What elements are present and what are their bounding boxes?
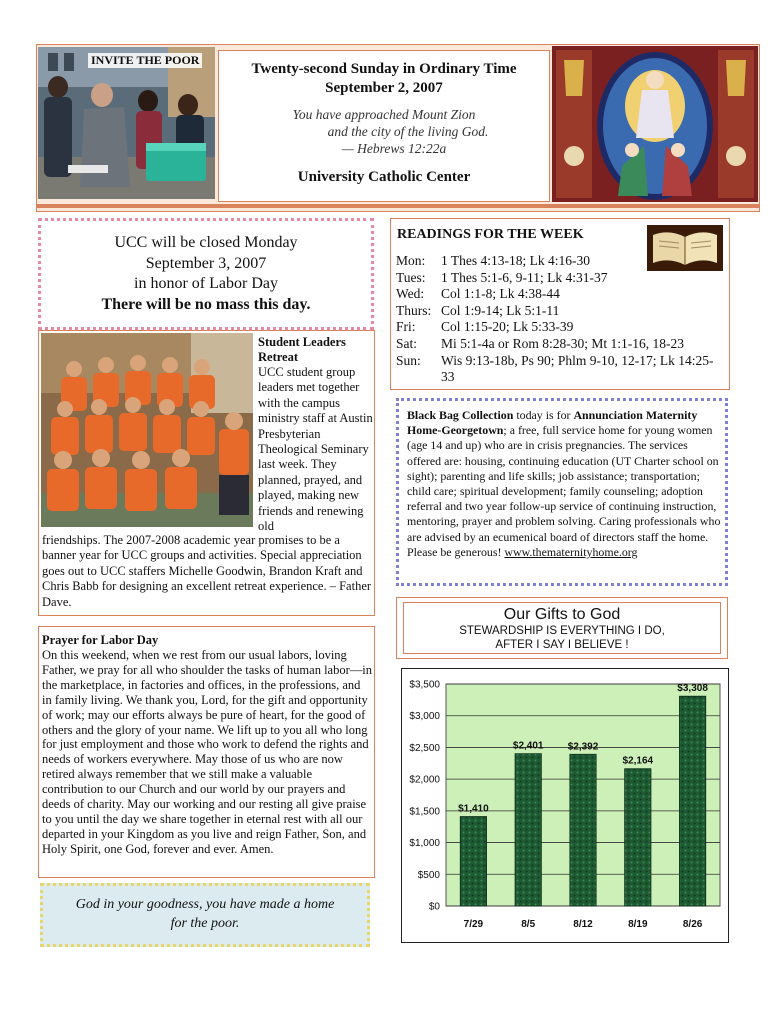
prayer-text: On this weekend, when we rest from our usual labors, loving Father, we pray for all who shoulder the tasks of human labor—in the marketplace, in factories and offices, in the professions, and in family living. We thank you, Lord, for the gift and opportunity of work; may our efforts always be pure of heart, for the good of others and the glory of your name. We lift up to you all who long for just employment and those who work to defend the rights and needs of workers everywhere. May those of us who are now retired always remember that we still make a valuable contribution to our Church and our world by our prayers and deeds of charity. May our working and our resting all give praise to you until the day we share together in eternal rest with all our departed in your Kingdom as you live and reign Father, Son, and Holy Spirit, one God, forever and ever. Amen.	[42, 648, 372, 856]
stewardship-subtitle-2: AFTER I SAY I BELIEVE !	[495, 639, 629, 651]
gifts-bar-chart	[402, 669, 727, 941]
reading-day: Tues:	[396, 269, 426, 285]
reading-day: Mon:	[396, 253, 426, 268]
black-bag-body: ; a free, full service home for young women (age 14 and up) who are in crisis pregnancies. The services offered are: housing, continuing education (UT Charter school on sight); parenting and life skills; job assistance; transportation; child care; spiritual development; family counseling; adoption referral and two year follow-up service of continuing instruction, mentoring, prayer and problem solving. Caring professionals who are advised by an ecumenical board of directors staff the home. Please be generous!	[407, 423, 721, 559]
beneficiary-name: Annunciation Maternity Home-Georgetown	[407, 408, 698, 438]
reading-text: Col 1:15-20; Lk 5:33-39	[441, 319, 574, 335]
reading-text: Col 1:9-14; Lk 5:1-11	[441, 302, 560, 318]
reading-row	[396, 336, 726, 353]
reading-text: 1 Thes 5:1-6, 9-11; Lk 4:31-37	[441, 269, 608, 285]
chart-y-tick-label: $1,000	[409, 838, 440, 850]
goodness-quote	[40, 883, 370, 947]
chart-value-label: $2,164	[622, 755, 654, 767]
goodness-line-2: for the poor.	[170, 916, 240, 931]
chart-value-label: $3,308	[677, 683, 708, 695]
header-title-box	[218, 50, 550, 202]
black-bag-lead-text: today is for	[513, 408, 574, 422]
black-bag-lead: Black Bag Collection	[407, 408, 514, 422]
liturgical-title: Twenty-second Sunday in Ordinary Time	[251, 61, 517, 77]
chart-y-tick-label: $500	[417, 869, 440, 881]
prayer-title: Prayer for Labor Day	[42, 633, 159, 647]
invite-the-poor-photo	[38, 47, 215, 199]
closed-notice-line-1: UCC will be closed Monday	[114, 234, 298, 251]
retreat-title: Student Leaders Retreat	[258, 335, 346, 364]
reading-row	[396, 253, 726, 270]
closed-notice-line-4: There will be no mass this day.	[101, 295, 311, 313]
stewardship-subtitle-1: STEWARDSHIP IS EVERYTHING I DO,	[459, 625, 665, 637]
group-photo-illustration	[41, 333, 253, 527]
maternity-home-link[interactable]: www.thematernityhome.org	[504, 544, 638, 559]
chart-x-tick-label: 8/26	[682, 919, 703, 930]
chart-y-tick-label: $3,000	[409, 711, 440, 723]
closed-notice-line-2: September 3, 2007	[145, 254, 267, 272]
chart-x-tick-label: 8/5	[521, 919, 536, 930]
closed-notice-line-3: in honor of Labor Day	[134, 275, 278, 292]
stained-glass-illustration	[552, 46, 758, 202]
chart-bar	[515, 754, 541, 906]
retreat-text-bottom: friendships. The 2007-2008 academic year promises to be a banner year for UCC groups and activities. Special appreciation goes out to UCC staffers Michelle Goodwin, Brandon Kraft and Chris Babb for designing an excellent retreat experience. – Father Dave.	[42, 533, 372, 609]
quote-line-2: and the city of the living God.	[327, 124, 489, 139]
reading-day: Sat:	[396, 335, 418, 351]
chart-x-tick-label: 8/12	[573, 919, 593, 930]
chart-bar	[679, 696, 705, 906]
chart-x-tick-label: 8/19	[628, 919, 648, 930]
reading-day: Fri:	[396, 319, 416, 335]
readings-list	[396, 253, 726, 386]
reading-day: Wed:	[396, 286, 425, 302]
goodness-line-1: God in your goodness, you have made a home	[75, 897, 335, 912]
stewardship-inner	[403, 602, 721, 654]
chart-value-label: $2,392	[567, 741, 599, 753]
stewardship-title: Our Gifts to God	[503, 606, 621, 623]
stained-glass-image	[552, 46, 758, 202]
reading-text: Col 1:1-8; Lk 4:38-44	[441, 286, 560, 302]
labor-day-prayer	[38, 626, 375, 878]
gifts-chart	[401, 668, 729, 943]
chart-bar	[460, 817, 486, 906]
chart-y-tick-label: $3,500	[409, 679, 440, 691]
chart-bar	[625, 769, 651, 906]
reading-text: Mi 5:1-4a or Rom 8:28-30; Mt 1:1-16, 18-23	[441, 335, 684, 351]
retreat-text-side: UCC student group leaders met together with the campus ministry staff at Austin Presbyterian Theological Seminary last week. They planned, prayed, and played, making new friends and renewing old	[258, 365, 373, 534]
black-bag-text	[407, 408, 723, 560]
liturgical-date: September 2, 2007	[325, 80, 443, 96]
reading-row	[396, 286, 726, 303]
closed-notice	[38, 218, 374, 330]
chart-y-tick-label: $0	[428, 901, 440, 913]
readings-box	[390, 218, 730, 390]
retreat-article	[38, 330, 375, 616]
stewardship-box	[396, 597, 728, 659]
volunteers-illustration	[38, 47, 215, 199]
reading-text: 1 Thes 4:13-18; Lk 4:16-30	[441, 253, 590, 268]
reading-row	[396, 303, 726, 320]
reading-row	[396, 353, 726, 386]
reading-row	[396, 270, 726, 287]
organization-name: University Catholic Center	[297, 169, 471, 185]
chart-y-tick-label: $2,000	[409, 774, 440, 786]
invite-the-poor-caption: INVITE THE POOR	[88, 53, 202, 68]
quote-line-1: You have approached Mount Zion	[292, 107, 476, 122]
readings-title: READINGS FOR THE WEEK	[397, 227, 584, 242]
header-rule	[36, 204, 760, 208]
chart-value-label: $1,410	[458, 803, 489, 815]
chart-y-tick-label: $2,500	[409, 742, 440, 754]
reading-day: Thurs:	[396, 302, 432, 318]
reading-day: Sun:	[396, 352, 421, 368]
reading-text: Wis 9:13-18b, Ps 90; Phlm 9-10, 12-17; Lk 14:25-33	[441, 352, 714, 385]
chart-y-tick-label: $1,500	[409, 806, 440, 818]
quote-citation: — Hebrews 12:22a	[341, 141, 447, 156]
reading-row	[396, 319, 726, 336]
retreat-group-photo	[41, 333, 253, 527]
chart-x-tick-label: 7/29	[463, 919, 484, 930]
black-bag-collection	[396, 398, 728, 586]
chart-bar	[570, 754, 596, 906]
chart-value-label: $2,401	[512, 740, 544, 752]
